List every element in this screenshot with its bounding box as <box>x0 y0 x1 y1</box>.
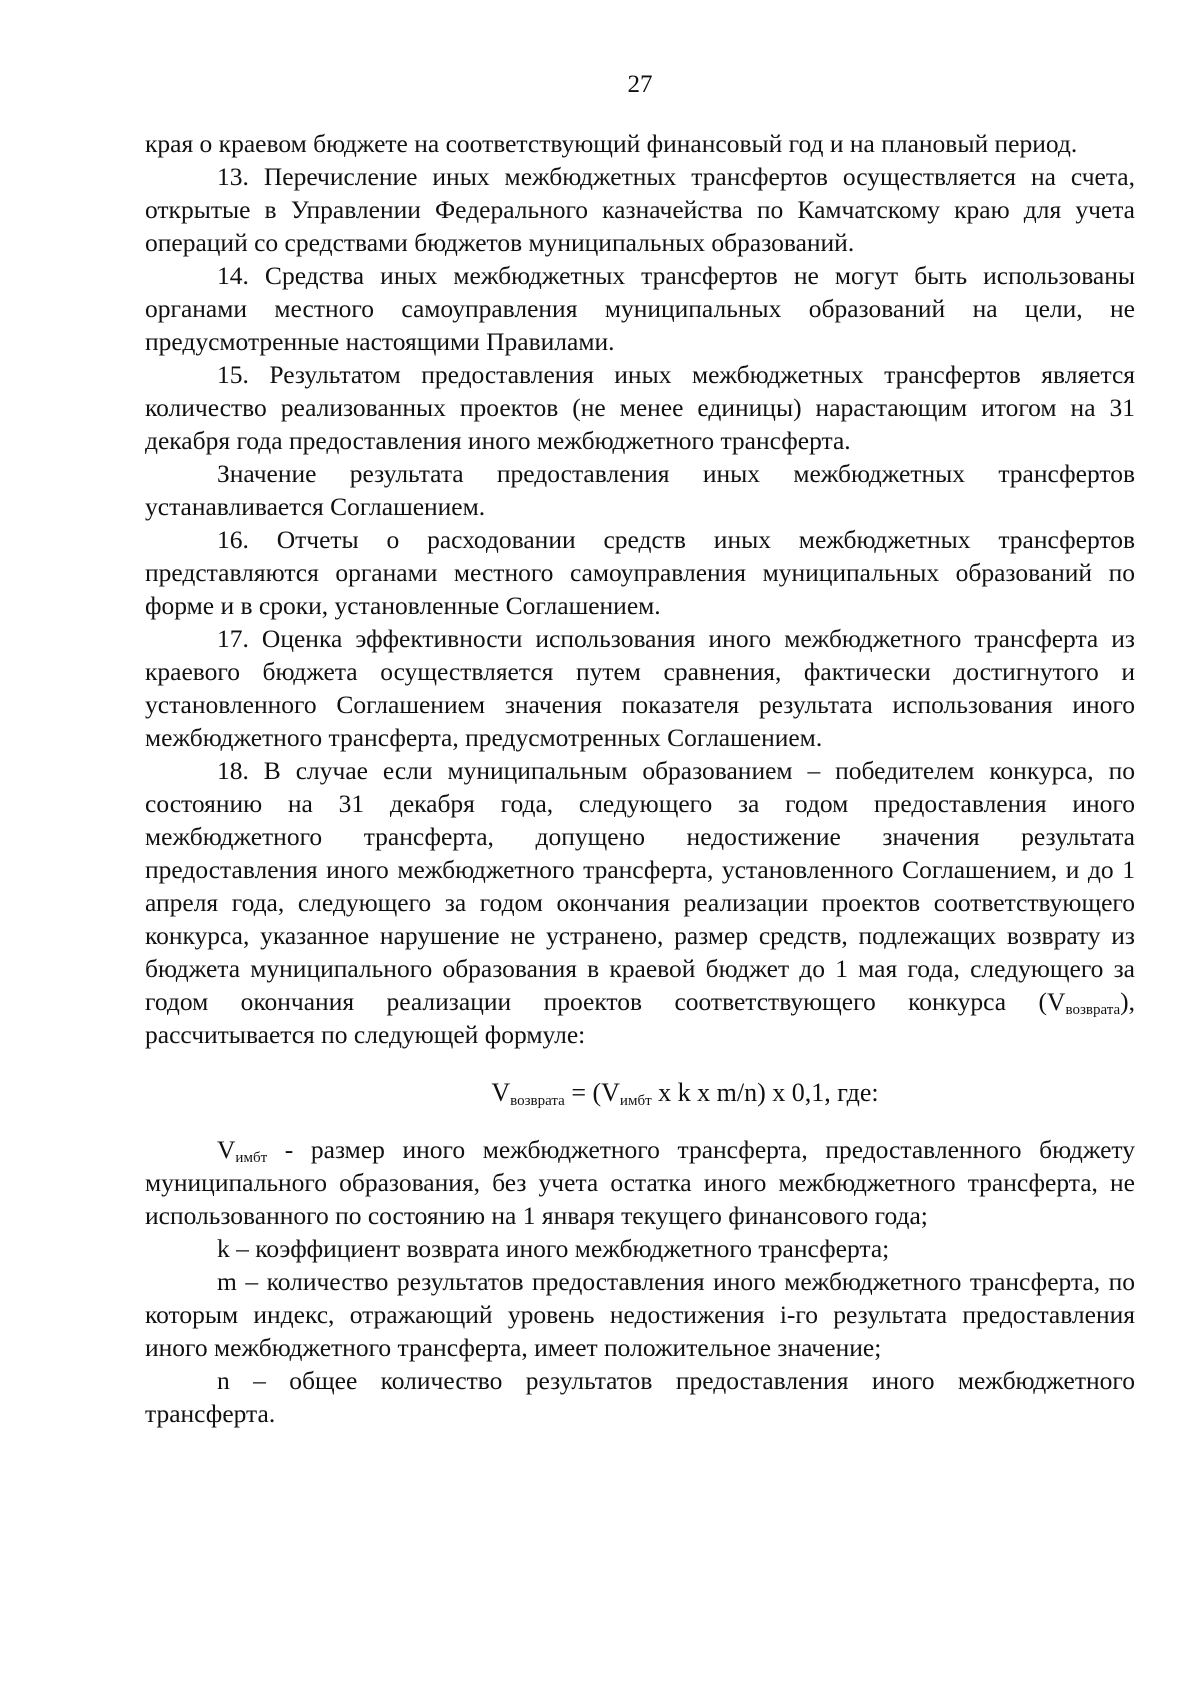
page-number: 27 <box>627 71 653 98</box>
paragraph-18 <box>145 754 1135 1051</box>
paragraph-continuation: края о краевом бюджете на соответствующий финансовый год и на плановый период. <box>145 129 1078 158</box>
return-formula <box>235 1076 1135 1109</box>
document-body <box>145 127 1135 1430</box>
definition-vimbt-text: ‑ размер иного межбюджетного трансферта, предоставленного бюджету муниципального образования, без учета остатка иного межбюджетного трансферта, не использованного по состоянию на 1 января текущего финансового года; <box>145 1135 1135 1230</box>
paragraph-15-value: Значение результата предоставления иных межбюджетных трансфертов устанавливается Соглашением. <box>145 459 1135 521</box>
definition-k: k – коэффициент возврата иного межбюджетного трансферта; <box>217 1234 890 1263</box>
paragraph-14: 14. Средства иных межбюджетных трансфертов не могут быть использованы органами местного самоуправления муниципальных образований на цели, не предусмотренные настоящими Правилами. <box>145 261 1135 356</box>
paragraph-17: 17. Оценка эффективности использования иного межбюджетного трансферта из краевого бюджета осуществляется путем сравнения, фактически достигнутого и установленного Соглашением значения показателя результата использования иного межбюджетного трансферта, предусмотренных Соглашением. <box>145 624 1135 752</box>
formula-equals: = (V <box>564 1078 620 1107</box>
definition-vimbt-symbol: V <box>217 1135 236 1164</box>
definition-n: n – общее количество результатов предоставления иного межбюджетного трансферта. <box>145 1366 1135 1428</box>
definition-vimbt <box>145 1133 1135 1232</box>
formula-v-subscript: возврата <box>510 1093 565 1109</box>
paragraph-13: 13. Перечисление иных межбюджетных трансфертов осуществляется на счета, открытые в Управлении Федерального казначейства по Камчатскому краю для учета операций со средствами бюджетов муниципальных образований. <box>145 162 1135 257</box>
paragraph-18-subscript: возврата <box>1065 1002 1121 1018</box>
formula-vimbt-subscript: имбт <box>619 1093 652 1109</box>
definition-vimbt-subscript: имбт <box>235 1150 268 1166</box>
formula-v: V <box>491 1078 511 1107</box>
paragraph-15: 15. Результатом предоставления иных межбюджетных трансфертов является количество реализованных проектов (не менее единицы) нарастающим итогом на 31 декабря года предоставления иного межбюджетного трансферта. <box>145 360 1135 455</box>
definition-m: m – количество результатов предоставления иного межбюджетного трансферта, по которым индекс, отражающий уровень недостижения i-го результата предоставления иного межбюджетного трансферта, имеет положительное значение; <box>145 1267 1135 1362</box>
paragraph-18-text: 18. В случае если муниципальным образованием – победителем конкурса, по состоянию на 31 декабря года, следующего за годом предоставления иного межбюджетного трансферта, допущено недостижение значения результата предоставления иного межбюджетного трансферта, установленного Соглашением, и до 1 апреля года, следующего за годом окончания реализации проектов соответствующего конкурса, указанное нарушение не устранено, размер средств, подлежащих возврату из бюджета муниципального образования в краевой бюджет до 1 мая года, следующего за годом окончания реализации проектов соответствующего конкурса (V <box>145 756 1135 1016</box>
paragraph-18-text-end: ), рассчитывается по следующей формуле: <box>145 987 1135 1049</box>
formula-rest: x k x m/n) x 0,1, где: <box>651 1078 879 1107</box>
paragraph-16: 16. Отчеты о расходовании средств иных межбюджетных трансфертов представляются органами местного самоуправления муниципальных образований по форме и в сроки, установленные Соглашением. <box>145 525 1135 620</box>
